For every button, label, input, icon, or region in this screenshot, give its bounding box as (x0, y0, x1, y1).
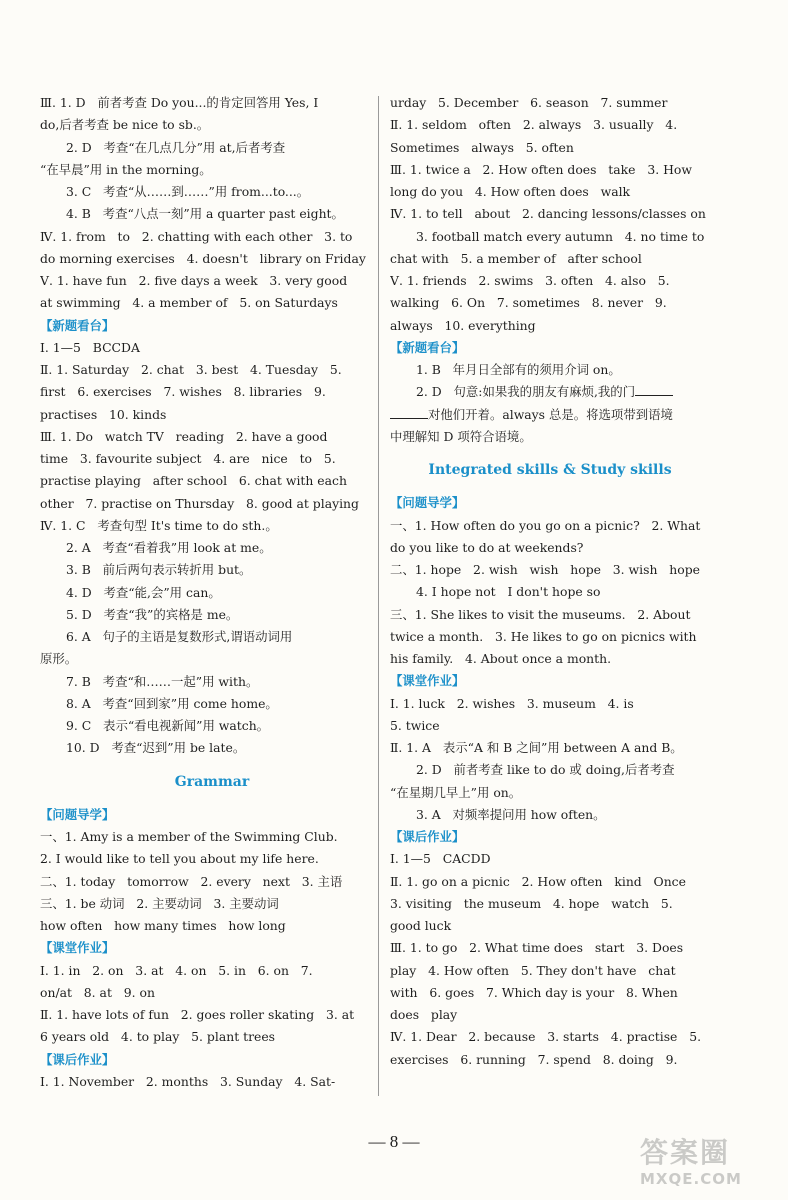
answer-text: walking 6. On 7. sometimes 8. never 9. (390, 295, 667, 311)
answer-line (390, 203, 710, 225)
section-tag: 【课堂作业】 (40, 940, 115, 956)
answer-line (40, 426, 384, 448)
answer-line (390, 515, 710, 537)
answer-line (390, 871, 710, 893)
answer-line (40, 292, 384, 314)
answer-line (390, 248, 710, 270)
answer-text: with 6. goes 7. Which day is your 8. When (390, 984, 678, 1000)
answer-text: 10. D 考查“迟到”用 be late。 (66, 740, 246, 756)
answer-text: Ⅰ. 1—5 CACDD (390, 851, 491, 867)
answer-text: Ⅱ. 1. go on a picnic 2. How often kind Once (390, 873, 686, 889)
answer-text: 2. D 句意:如果我的朋友有麻烦,我的门 (416, 384, 636, 400)
answer-text: Ⅳ. 1. to tell about 2. dancing lessons/classes on (390, 206, 706, 222)
answer-text: Ⅴ. 1. have fun 2. five days a week 3. very good (40, 273, 348, 288)
answer-text: practises 10. kinds (40, 406, 167, 422)
answer-line (40, 1026, 384, 1048)
answer-line (40, 114, 384, 136)
answer-line (40, 604, 384, 626)
section-tag: 【问题导学】 (390, 495, 465, 511)
answer-line (40, 693, 384, 715)
left-column (40, 92, 384, 1093)
answer-text: Ⅲ. 1. twice a 2. How often does take 3. How (390, 161, 692, 177)
answer-text: first 6. exercises 7. wishes 8. libraries 9. (40, 384, 326, 400)
answer-text: do you like to do at weekends? (390, 539, 584, 555)
answer-text: good luck (390, 918, 452, 933)
answer-line (40, 1071, 384, 1093)
answer-line (40, 582, 384, 604)
answer-text: 6. A 句子的主语是复数形式,谓语动词用 (66, 629, 293, 644)
answer-line (40, 1004, 384, 1026)
answer-text: on/at 8. at 9. on (40, 984, 155, 1000)
answer-line (40, 404, 384, 426)
answer-line (390, 604, 710, 626)
answer-text: Ⅰ. 1. November 2. months 3. Sunday 4. Sat- (40, 1073, 336, 1089)
answer-text: 一、1. Amy is a member of the Swimming Club. (40, 829, 338, 844)
answer-line (390, 804, 710, 826)
answer-line (40, 826, 384, 848)
answer-text: 原形。 (40, 651, 78, 667)
answer-text: Ⅱ. 1. seldom often 2. always 3. usually 4. (390, 117, 678, 133)
answer-line (40, 715, 384, 737)
answer-line (390, 137, 710, 159)
answer-line (390, 292, 710, 314)
section-tag: 【问题导学】 (40, 806, 115, 822)
answer-line (390, 1026, 710, 1048)
answer-text: 4. D 考查“能,会”用 can。 (66, 584, 221, 600)
answer-line (390, 848, 710, 870)
answer-text: 二、1. hope 2. wish wish hope 3. wish hope (390, 562, 700, 577)
answer-text: other 7. practise on Thursday 8. good at playing (40, 495, 359, 511)
answer-text: Ⅲ. 1. D 前者考查 Do you...的肯定回答用 Yes, I (40, 95, 319, 110)
answer-text: do,后者考查 be nice to sb.。 (40, 117, 210, 133)
answer-text: at swimming 4. a member of 5. on Saturdays (40, 295, 338, 311)
section-tag: 【新题看台】 (390, 339, 465, 355)
answer-text: Ⅳ. 1. from to 2. chatting with each other 3. to (40, 228, 353, 244)
answer-text: 4. I hope not I don't hope so (416, 584, 601, 600)
answer-line (40, 648, 384, 670)
answer-text: “在早晨”用 in the morning。 (40, 161, 212, 177)
section-tag: 【课后作业】 (390, 829, 465, 844)
blank-underline (390, 406, 428, 419)
answer-line (390, 937, 710, 959)
answer-text: Ⅰ. 1. luck 2. wishes 3. museum 4. is (390, 695, 634, 711)
answer-line (390, 693, 710, 715)
answer-text: urday 5. December 6. season 7. summer (390, 95, 668, 110)
answer-text: 三、1. be 动词 2. 主要动词 3. 主要动词 (40, 895, 279, 911)
answer-text: Ⅱ. 1. have lots of fun 2. goes roller skating 3. at (40, 1007, 355, 1022)
answer-line (40, 626, 384, 648)
answer-line (390, 715, 710, 737)
answer-line (390, 960, 710, 982)
answer-line (390, 737, 710, 759)
answer-text: time 3. favourite subject 4. are nice to 5. (40, 451, 336, 466)
answer-line (40, 671, 384, 693)
answer-line (390, 982, 710, 1004)
answer-line (40, 737, 384, 759)
answer-line (40, 537, 384, 559)
answer-text: Sometimes always 5. often (390, 139, 574, 155)
answer-text: do morning exercises 4. doesn't library on Friday (40, 250, 366, 266)
section-tag: 【新题看台】 (40, 317, 115, 333)
answer-line (40, 270, 384, 292)
answer-line (390, 915, 710, 937)
answer-text: play 4. How often 5. They don't have chat (390, 962, 676, 978)
answer-line (390, 359, 710, 381)
answer-line (390, 315, 710, 337)
answer-text: exercises 6. running 7. spend 8. doing 9. (390, 1051, 678, 1067)
answer-text: Ⅳ. 1. Dear 2. because 3. starts 4. practise 5. (390, 1029, 702, 1045)
answer-text: 中理解知 D 项符合语境。 (390, 428, 532, 444)
answer-text: 三、1. She likes to visit the museums. 2. About (390, 606, 691, 622)
answer-text: 二、1. today tomorrow 2. every next 3. 主语 (40, 873, 343, 889)
answer-line (40, 248, 384, 270)
section-tag: 【课堂作业】 (390, 673, 465, 689)
answer-text: 3. visiting the museum 4. hope watch 5. (390, 895, 673, 911)
answer-text: Ⅱ. 1. A 表示“A 和 B 之间”用 between A and B。 (390, 740, 683, 755)
answer-text: always 10. everything (390, 317, 536, 333)
answer-line (40, 515, 384, 537)
section-heading: Grammar (174, 773, 250, 790)
answer-text: his family. 4. About once a month. (390, 651, 612, 666)
answer-text: 7. B 考查“和……一起”用 with。 (66, 673, 259, 689)
answer-line (390, 759, 710, 781)
answer-text: 9. C 表示“看电视新闻”用 watch。 (66, 718, 270, 733)
answer-text: 3. football match every autumn 4. no time to (416, 228, 705, 244)
answer-text: Ⅳ. 1. C 考查句型 It's time to do sth.。 (40, 517, 278, 533)
watermark-bottom: MXQE.COM (640, 1170, 742, 1188)
answer-line (40, 181, 384, 203)
answer-line (390, 92, 710, 114)
answer-line (390, 537, 710, 559)
answer-line (390, 559, 710, 581)
answer-line (40, 871, 384, 893)
answer-line (390, 381, 710, 403)
answer-text: 1. B 年月日全部有的须用介词 on。 (416, 362, 621, 377)
answer-text: Ⅲ. 1. to go 2. What time does start 3. Does (390, 940, 684, 956)
answer-text: 4. B 考查“八点一刻”用 a quarter past eight。 (66, 206, 344, 222)
answer-text: chat with 5. a member of after school (390, 250, 642, 266)
answer-line (40, 470, 384, 492)
column-divider (378, 96, 379, 1096)
answer-line (40, 448, 384, 470)
answer-line (40, 915, 384, 937)
answer-text: 3. B 前后两句表示转折用 but。 (66, 562, 252, 578)
answer-line (390, 1049, 710, 1071)
answer-line (40, 493, 384, 515)
answer-line (390, 270, 710, 292)
answer-text: Ⅰ. 1. in 2. on 3. at 4. on 5. in 6. on 7. (40, 962, 313, 978)
answer-line (40, 226, 384, 248)
answer-line (390, 159, 710, 181)
answer-line (40, 960, 384, 982)
answer-line (390, 226, 710, 248)
answer-line (40, 848, 384, 870)
answer-text: Ⅲ. 1. Do watch TV reading 2. have a good (40, 428, 328, 444)
answer-line (40, 337, 384, 359)
answer-line (40, 982, 384, 1004)
answer-text: 2. D 前者考查 like to do 或 doing,后者考查 (416, 762, 675, 778)
answer-line (40, 159, 384, 181)
answer-text: 3. C 考查“从……到……”用 from...to...。 (66, 184, 310, 199)
answer-text: long do you 4. How often does walk (390, 184, 631, 199)
answer-text: 3. A 对频率提问用 how often。 (416, 806, 606, 822)
section-tag: 【课后作业】 (40, 1051, 115, 1067)
watermark-logo (640, 1136, 770, 1194)
answer-text: 8. A 考查“回到家”用 come home。 (66, 695, 278, 711)
answer-line (390, 114, 710, 136)
answer-line (390, 893, 710, 915)
answer-text: “在星期几早上”用 on。 (390, 784, 522, 800)
answer-line (390, 581, 710, 603)
answer-text: 6 years old 4. to play 5. plant trees (40, 1029, 276, 1045)
section-heading: Integrated skills & Study skills (428, 462, 672, 478)
answer-text: practise playing after school 6. chat with each (40, 473, 347, 489)
answer-line (40, 559, 384, 581)
blank-underline (635, 383, 673, 396)
answer-text: 一、1. How often do you go on a picnic? 2. What (390, 517, 701, 533)
answer-text: does play (390, 1007, 458, 1022)
answer-line (40, 203, 384, 225)
answer-text: 2. D 考查“在几点几分”用 at,后者考查 (66, 139, 286, 155)
answer-text: 5. twice (390, 717, 440, 733)
answer-line (40, 137, 384, 159)
answer-line (390, 626, 710, 648)
page-number: — 8 — (368, 1132, 420, 1151)
answer-text: 2. A 考查“看着我”用 look at me。 (66, 540, 272, 555)
answer-line (40, 893, 384, 915)
answer-line (390, 426, 710, 448)
answer-line (40, 359, 384, 381)
answer-line (40, 92, 384, 114)
answer-line (390, 1004, 710, 1026)
right-column (390, 92, 710, 1071)
answer-line (390, 404, 710, 426)
watermark-top: 答案圈 (640, 1136, 731, 1169)
answer-text: Ⅴ. 1. friends 2. swims 3. often 4. also 5. (390, 273, 670, 288)
answer-line (390, 181, 710, 203)
answer-text: Ⅱ. 1. Saturday 2. chat 3. best 4. Tuesday 5. (40, 362, 342, 377)
answer-text: how often how many times how long (40, 918, 286, 933)
answer-text: 5. D 考查“我”的宾格是 me。 (66, 606, 239, 622)
answer-text: 对他们开着。always 总是。将选项带到语境 (428, 406, 673, 422)
answer-text: twice a month. 3. He likes to go on picnics with (390, 628, 697, 644)
answer-line (390, 782, 710, 804)
answer-text: 2. I would like to tell you about my life here. (40, 851, 319, 867)
answer-line (40, 381, 384, 403)
answer-line (390, 648, 710, 670)
answer-text: Ⅰ. 1—5 BCCDA (40, 339, 140, 355)
